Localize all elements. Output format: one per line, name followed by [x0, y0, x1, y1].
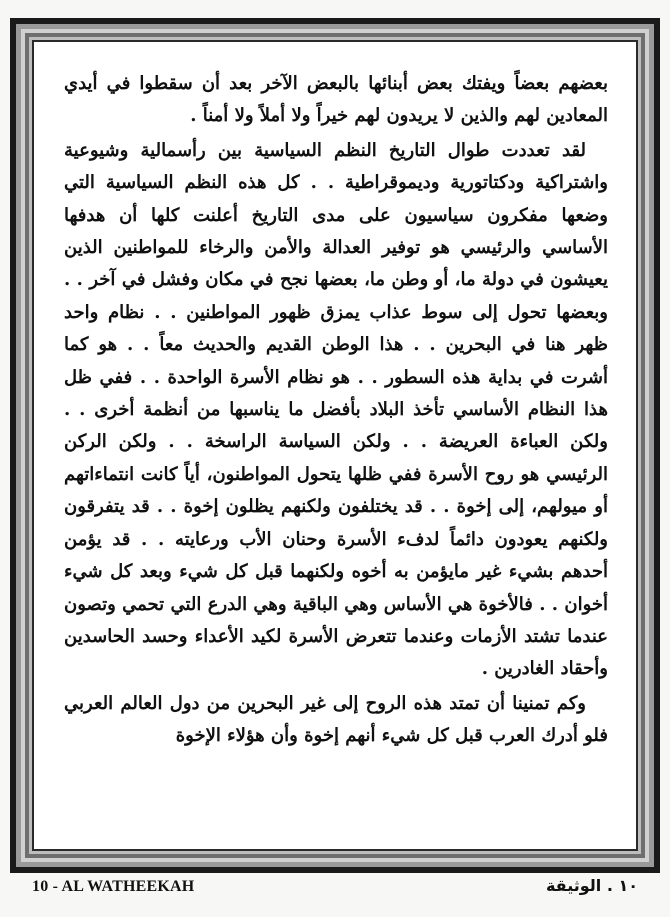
page-footer: [0, 876, 670, 906]
paragraph-1: بعضهم بعضاً ويفتك بعض أبنائها بالبعض الآخر بعد أن سقطوا في أيدي المعادين لهم والذين لا يريدون لهم خيراً ولا أملاً ولا أمناً .: [64, 73, 608, 127]
page-border-frame: [10, 18, 660, 873]
footer-page-label-arabic: ١٠ . الوثيقة: [545, 876, 638, 895]
paragraph-3: وكم تمنينا أن تمتد هذه الروح إلى غير البحرين من دول العالم العربي فلو أدرك العرب قبل كل شيء أنهم إخوة وأن هؤلاء الإخوة: [64, 692, 608, 747]
paragraph-2: لقد تعددت طوال التاريخ النظم السياسية بين رأسمالية وشيوعية واشتراكية ودكتاتورية وديموقراطية . . كل هذه النظم السياسية التي وضعها مفكرون سياسيون على مدى التاريخ أعلنت كلها أن هدفها الأساسي والرئيسي هو توفير العدالة والأمن والرخاء للمواطنين الذين يعيشون في دولة ما، أو وطن ما، بعضها نجح في مكان وفشل في آخر . . وبعضها تحول إلى سوط عذاب يمزق ظهور المواطنين . . نظام واحد ظهر هنا في البحرين . . هذا الوطن القديم والحديث معاً . . هو كما أشرت في بداية هذه السطور . . هو نظام الأسرة الواحدة . . ففي ظل هذا النظام الأساسي تأخذ البلاد بأفضل ما يناسبها من أنظمة أخرى . . ولكن العباءة العريضة . . ولكن السياسة الراسخة . . ولكن الركن الرئيسي هو روح الأسرة ففي ظلها يتحول المواطنون، أياً كانت انتماءاتهم أو ميولهم، إلى إخوة . . قد يختلفون ولكنهم يظلون إخوة . . قد يتفرقون ولكنهم يعودون دائماً لدفء الأسرة وحنان الأب ورعايته . . قد يؤمن أحدهم بشيء غير مايؤمن به أخوه ولكنهما قبل كل شيء وبعد كل شيء أخوان . . فالأخوة هي الأساس وهي الباقية وهي الدرع التي تحمي وتصون عندما تشتد الأزمات وعندما تتعرض الأسرة لكيد الأعداء وحسد الحاسدين وأحقاد الغادرين .: [64, 139, 608, 680]
article-body: [34, 42, 636, 849]
footer-page-label-english: 10 - AL WATHEEKAH: [32, 878, 195, 895]
